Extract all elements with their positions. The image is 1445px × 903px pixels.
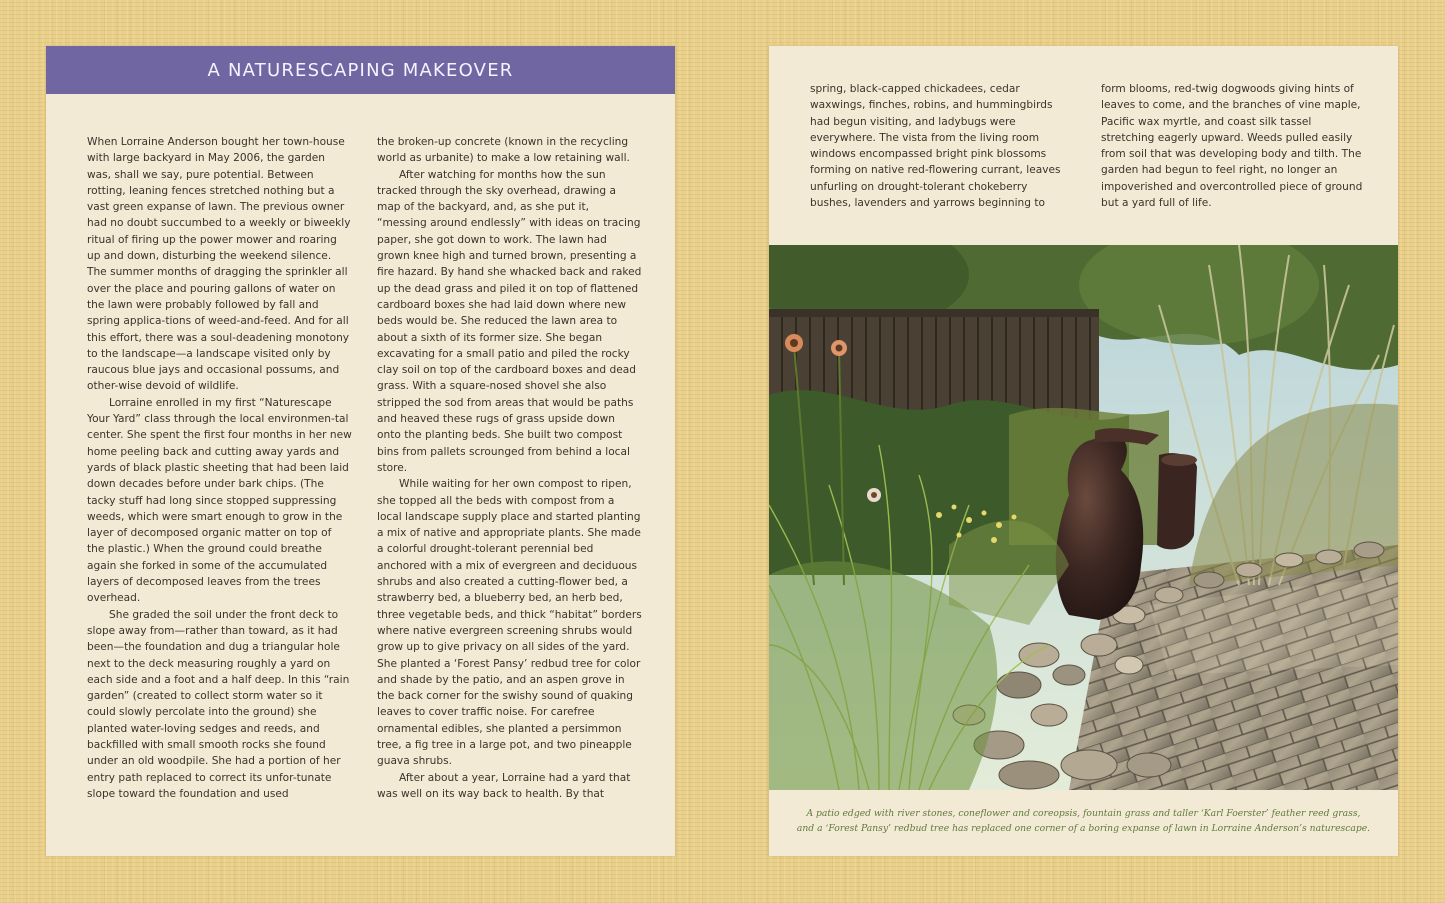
page-title: A NATURESCAPING MAKEOVER bbox=[207, 59, 514, 81]
garden-patio-photo bbox=[769, 245, 1398, 790]
right-page bbox=[769, 46, 1398, 856]
paragraph: Lorraine enrolled in my first “Naturescape Your Yard” class through the local environmen-tal center. She spent the first four months in her new home peeling back and cutting away yards and yards of black plastic sheeting that had been laid down decades before under bark chips. (The tacky stuff had long since stopped suppressing weeds, which were smart enough to grow in the layer of decomposed organic matter on top of the plastic.) When the ground could breathe again she forked in some of the accumulated layers of decomposed leaves from the trees overhead. bbox=[87, 396, 352, 605]
caption-line: A patio edged with river stones, coneflower and coreopsis, fountain grass and taller ‘Karl Foerster’ feather reed grass, bbox=[806, 808, 1361, 819]
photo-caption bbox=[779, 806, 1388, 836]
title-band bbox=[46, 46, 675, 94]
paragraph: form blooms, red-twig dogwoods giving hints of leaves to come, and the branches of vine maple, Pacific wax myrtle, and coast silk tassel stretching eagerly upward. Weeds pulled easily from soil that was developing body and tilth. The garden had begun to feel right, no longer an impoverished and overcontrolled piece of ground but a yard full of life. bbox=[1101, 83, 1363, 210]
paragraph: the broken-up concrete (known in the recycling world as urbanite) to make a low retaining wall. bbox=[377, 136, 630, 165]
paragraph: spring, black-capped chickadees, cedar waxwings, finches, robins, and hummingbirds had begun visiting, and ladybugs were everywhere. The vista from the living room windows encompassed bright pink blossoms forming on native red-flowering currant, leaves unfurling on drought-tolerant chokeberry bushes, lavenders and yarrows beginning to bbox=[810, 83, 1061, 210]
left-page bbox=[46, 46, 675, 856]
left-text-column-1 bbox=[87, 134, 352, 802]
paragraph: She graded the soil under the front deck to slope away from—rather than toward, as it had been—the foundation and dug a triangular hole next to the deck measuring roughly a yard on each side and a foot and a half deep. In this “rain garden” (created to collect storm water so it could slowly percolate into the ground) she planted water-loving sedges and reeds, and backfilled with small smooth rocks she found under an old woodpile. She had a portion of her entry path replaced to correct its unfor-tunate slope toward the foundation and used bbox=[87, 608, 350, 800]
paragraph: While waiting for her own compost to ripen, she topped all the beds with compost from a local landscape supply place and started planting a mix of native and appropriate plants. She made a colorful drought-tolerant perennial bed anchored with a mix of evergreen and deciduous shrubs and also created a cutting-flower bed, a strawberry bed, a blueberry bed, an herb bed, three vegetable beds, and thick “habitat” borders where native evergreen screening shrubs would grow up to give privacy on all sides of the yard. She planted a ‘Forest Pansy’ redbud tree for color and shade by the patio, and an aspen grove in the back corner for the swishy sound of quaking leaves to cover traffic noise. For carefree ornamental edibles, she planted a persimmon tree, a fig tree in a large pot, and two pineapple guava shrubs. bbox=[377, 478, 642, 768]
left-text-column-2 bbox=[377, 134, 642, 802]
caption-line: and a ‘Forest Pansy’ redbud tree has replaced one corner of a boring expanse of lawn in Lorraine Anderson’s naturescape. bbox=[796, 823, 1371, 834]
right-text-column-1 bbox=[810, 81, 1068, 211]
right-text-column-2 bbox=[1101, 81, 1367, 211]
paragraph: After watching for months how the sun tracked through the sky overhead, drawing a map of the backyard, and, as she put it, “messing around endlessly” with ideas on tracing paper, she got down to work. The lawn had grown knee high and turned brown, presenting a fire hazard. By hand she whacked back and raked up the dead grass and piled it on top of flattened cardboard boxes she had laid down where new beds would be. She reduced the lawn area to about a sixth of its former size. She began excavating for a small patio and piled the rocky clay soil on top of the cardboard boxes and dead grass. With a square-nosed shovel she also stripped the sod from areas that would be paths and heaved these rugs of grass upside down onto the planting beds. She built two compost bins from pallets scrounged from behind a local store. bbox=[377, 168, 642, 474]
paragraph: After about a year, Lorraine had a yard that was well on its way back to health. By that bbox=[377, 771, 631, 800]
paragraph: When Lorraine Anderson bought her town-house with large backyard in May 2006, the garden was, shall we say, pure potential. Between rotting, leaning fences stretched nothing but a vast green expanse of lawn. The previous owner had no doubt succumbed to a weekly or biweekly ritual of firing up the power mower and roaring up and down, disturbing the weekend silence. The summer months of dragging the sprinkler all over the place and pouring gallons of water on the lawn were probably followed by fall and spring applica-tions of weed-and-feed. And for all this effort, there was a soul-deadening monotony to the landscape—a landscape visited only by raucous blue jays and occasional possums, and other-wise devoid of wildlife. bbox=[87, 136, 351, 393]
